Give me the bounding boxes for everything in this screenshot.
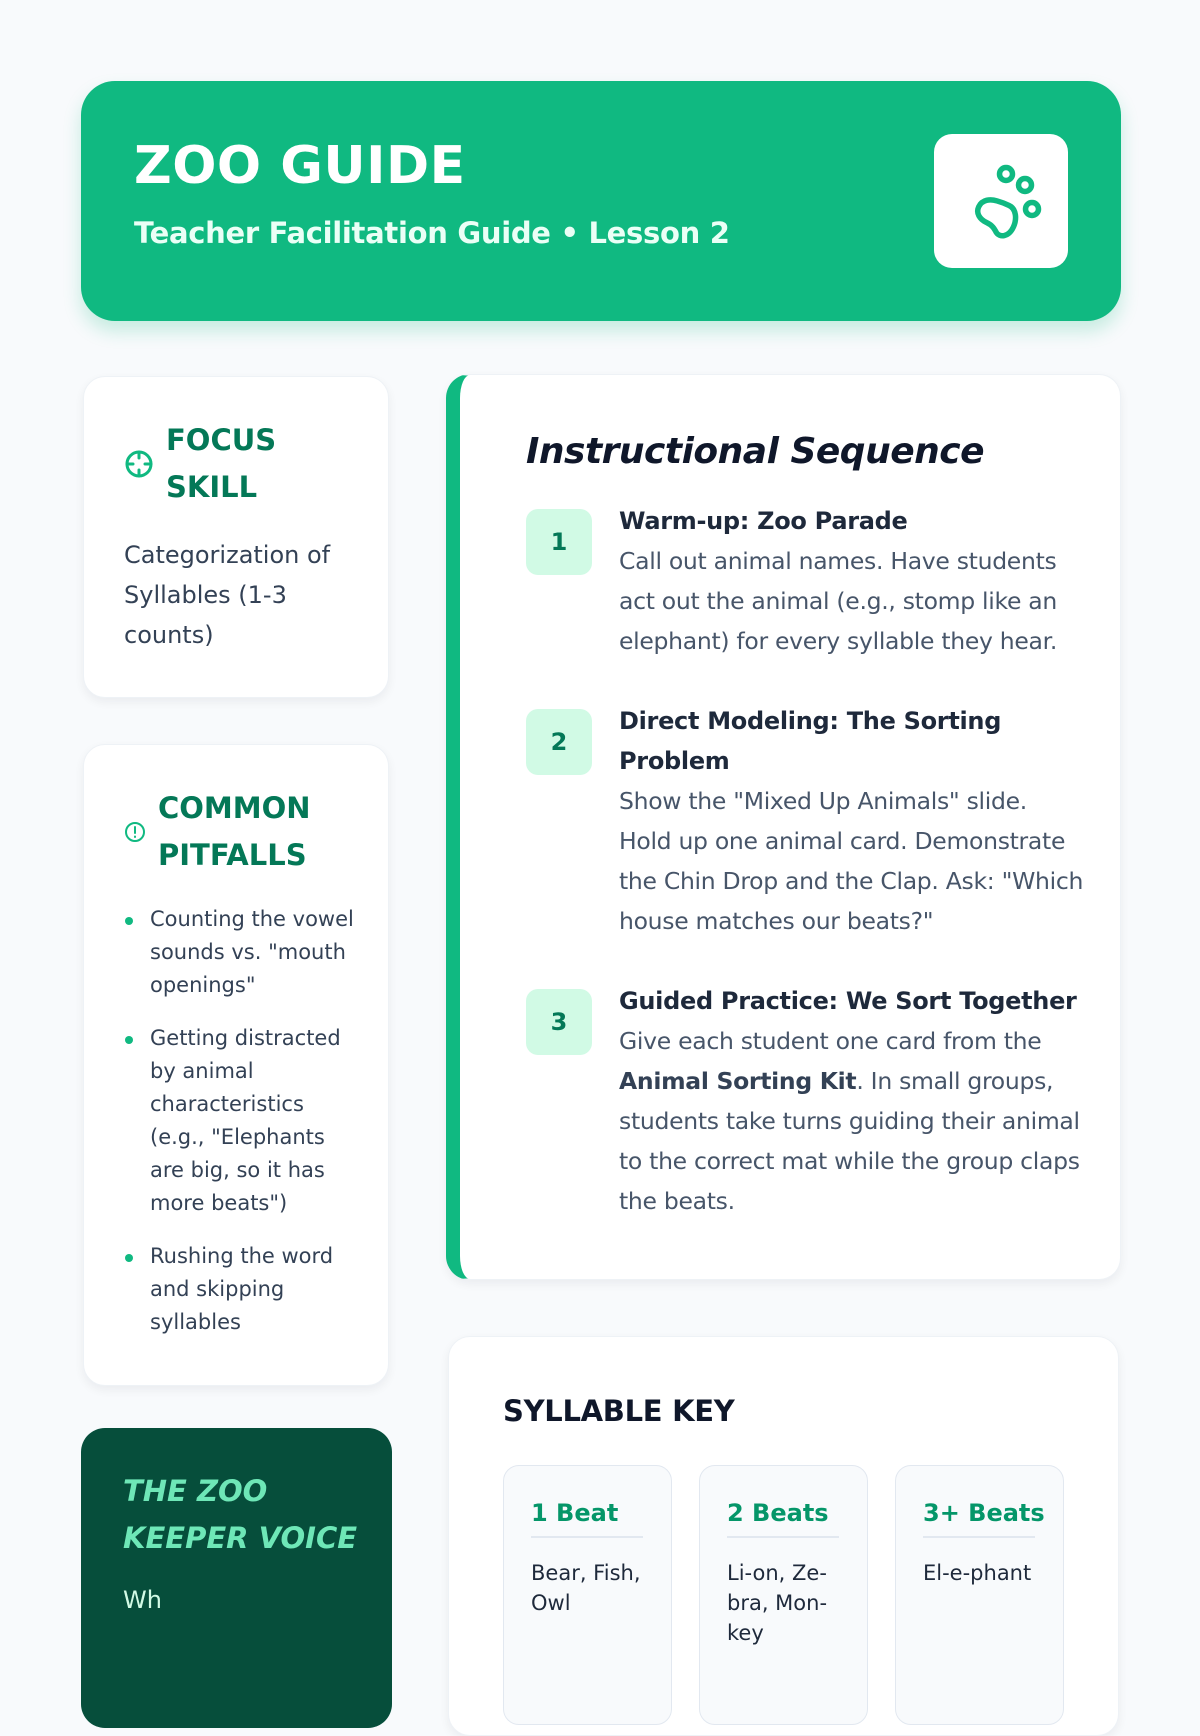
step-text: Call out animal names. Have students act out the animal (e.g., stomp like an elephant) for every syllable they hear. [619,547,1058,655]
step-number-badge: 3 [526,989,592,1055]
step-text-part: . In small groups, students take turns guiding their animal to the correct mat while the group claps the beats. [619,1067,1080,1215]
step-body [619,701,1085,941]
list-item: Rushing the word and skipping syllables [124,1240,364,1339]
syllable-key-column [503,1465,672,1725]
zoo-keeper-voice-text: Wh [123,1586,162,1614]
syllable-key-column [895,1465,1064,1725]
instructional-sequence-card [446,374,1121,1280]
step-text-part: Give each student one card from the [619,1027,1042,1055]
common-pitfalls-heading [124,785,311,879]
syllable-key-title: SYLLABLE KEY [503,1394,735,1428]
step-title: Guided Practice: We Sort Together [619,987,1077,1015]
crosshair-icon [124,449,154,479]
syllable-key-column-heading: 1 Beat [531,1496,643,1538]
step-number-badge: 1 [526,509,592,575]
syllable-key-column-text: Bear, Fish, Owl [531,1561,641,1615]
syllable-key-column-heading: 3+ Beats [923,1496,1035,1538]
focus-skill-heading [124,417,276,511]
step-number-badge: 2 [526,709,592,775]
syllable-key-column [699,1465,868,1725]
syllable-key-card [448,1336,1119,1736]
instructional-sequence-title: Instructional Sequence [526,431,985,472]
focus-skill-text: Categorization of Syllables (1-3 counts) [124,541,331,649]
step-text [619,1021,1085,1221]
step-title: Warm-up: Zoo Parade [619,507,908,535]
syllable-key-column-text: El-e-phant [923,1561,1032,1585]
step-body [619,981,1085,1221]
zoo-keeper-voice-title: THE ZOO KEEPER VOICE [123,1474,358,1555]
step-title: Direct Modeling: The Sorting Problem [619,707,1002,775]
pitfalls-list [124,903,364,1359]
header-badge [934,134,1068,268]
step-text: Show the "Mixed Up Animals" slide. Hold up one animal card. Demonstrate the Chin Drop and the Clap. Ask: "Which house matches our beats?" [619,787,1084,935]
common-pitfalls-title: COMMON PITFALLS [158,791,311,872]
list-item: Getting distracted by animal characteristics (e.g., "Elephants are big, so it has more beats") [124,1022,364,1220]
syllable-key-column-heading: 2 Beats [727,1496,839,1538]
zoo-keeper-voice-card [81,1428,392,1728]
alert-circle-icon [124,821,146,843]
step-body [619,501,1085,661]
list-item: Counting the vowel sounds vs. "mouth openings" [124,903,364,1002]
page-header [81,81,1121,321]
page-title: ZOO GUIDE [134,136,466,196]
focus-skill-card [83,376,389,698]
syllable-key-column-text: Li-on, Ze-bra, Mon-key [727,1561,828,1645]
page-subtitle: Teacher Facilitation Guide • Lesson 2 [134,216,730,250]
paw-print-icon [959,159,1043,243]
common-pitfalls-card [83,744,389,1386]
focus-skill-title: FOCUS SKILL [166,423,277,504]
step-text-emphasis: Animal Sorting Kit [619,1067,857,1095]
